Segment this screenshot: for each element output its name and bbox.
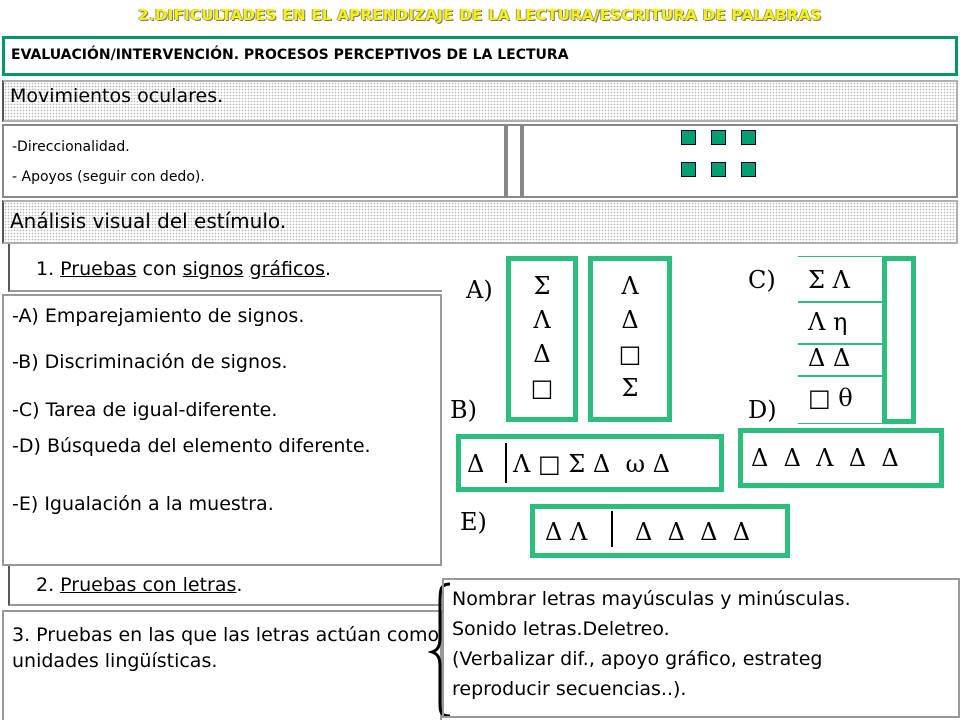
exercise-a-col2 [588,256,672,422]
exercise-e-label: E) [460,508,487,536]
square-icon [681,130,696,145]
prueba2-link: Pruebas con letras [60,574,237,596]
box-symbol: □ [530,374,554,402]
square-icon [711,130,726,145]
exercise-b-box [456,434,724,492]
divider-box [506,124,522,198]
prueba1-item-d: -D) Búsqueda del elemento diferente. [12,435,371,457]
prueba2-num: 2. [36,574,61,596]
sigma-symbol: Σ [621,374,639,402]
analisis-heading [2,200,958,244]
prueba1-item-c: -C) Tarea de igual-diferente. [12,399,278,421]
exercise-c-grid [798,256,916,424]
exercise-a-col1 [506,256,578,422]
prueba1-word: Pruebas [60,258,137,280]
exercise-d-box [738,428,944,488]
exercise-c-row: □ θ [808,384,853,412]
exercise-d-signs: Δ Δ Λ Δ Δ [751,444,899,472]
movimientos-list [2,124,506,198]
prueba1-item-a: -A) Emparejamiento de signos. [12,305,305,327]
exercise-e-right: Δ Δ Δ Δ [635,518,751,546]
prueba1-word: . [324,258,332,280]
exercise-c-label: C) [748,266,776,294]
lambda-symbol: Λ [621,272,639,300]
prueba3-text: 3. Pruebas en las que las letras actúan como unidades lingüísticas. [12,624,440,672]
movimientos-heading [2,80,958,122]
exercise-c-row: Λ η [808,308,848,336]
exercise-c-row: Δ Δ [808,344,851,372]
delta-symbol: Δ [533,340,551,368]
prueba1-item-b: -B) Discriminación de signos. [12,351,288,373]
row-divider [798,301,886,303]
delta-symbol: Δ [467,450,485,478]
sigma-symbol: Σ [533,272,551,300]
prueba1-heading [8,244,442,292]
row-divider [798,375,886,377]
prueba2-end: . [236,574,243,596]
nombrar-line: reproducir secuencias..). [452,678,687,700]
prueba1-list [2,294,442,566]
squares-box [522,124,958,198]
exercise-c-row: Σ Λ [808,266,850,294]
section-subtitle: EVALUACIÓN/INTERVENCIÓN. PROCESOS PERCEPTIVOS DE LA LECTURA [2,36,958,76]
nombrar-line: Sonido letras.Deletreo. [452,618,670,640]
movimientos-heading-text: Movimientos oculares. [10,85,224,107]
prueba1-word: gráficos [249,258,325,280]
nombrar-line: Nombrar letras mayúsculas y minúsculas. [452,588,851,610]
square-icon [681,162,696,177]
nombrar-box [442,578,960,718]
apoyos-item: - Apoyos (seguir con dedo). [12,169,205,185]
exercise-d-label: D) [748,396,777,424]
analisis-heading-text: Análisis visual del estímulo. [10,209,287,233]
exercise-b-signs: Λ □ Σ Δ ω Δ [513,450,670,478]
page-title: 2.DIFICULTADES EN EL APRENDIZAJE DE LA LECTURA/ESCRITURA DE PALABRAS [138,6,822,24]
direccionalidad-item: -Direccionalidad. [12,139,130,155]
separator-line [611,511,613,547]
exercise-b-label: B) [450,396,477,424]
delta-symbol: Δ [621,306,639,334]
prueba1-word: signos [182,258,244,280]
prueba3-box [2,610,442,720]
exercise-c-side [882,256,916,424]
lambda-symbol: Λ [533,306,551,334]
separator-line [505,443,507,483]
square-icon [741,130,756,145]
prueba1-item-e: -E) Igualación a la muestra. [12,493,274,515]
box-symbol: □ [618,340,642,368]
square-icon [711,162,726,177]
square-icon [741,162,756,177]
exercise-e-left: Δ Λ [545,518,588,546]
exercise-c-cells [798,256,882,424]
exercise-e-box [530,504,790,558]
prueba1-num: 1. [36,258,61,280]
prueba2-heading [8,566,442,606]
prueba1-word: con [142,258,177,280]
exercise-a-label: A) [466,276,493,304]
nombrar-line: (Verbalizar dif., apoyo gráfico, estrateg [452,648,823,670]
